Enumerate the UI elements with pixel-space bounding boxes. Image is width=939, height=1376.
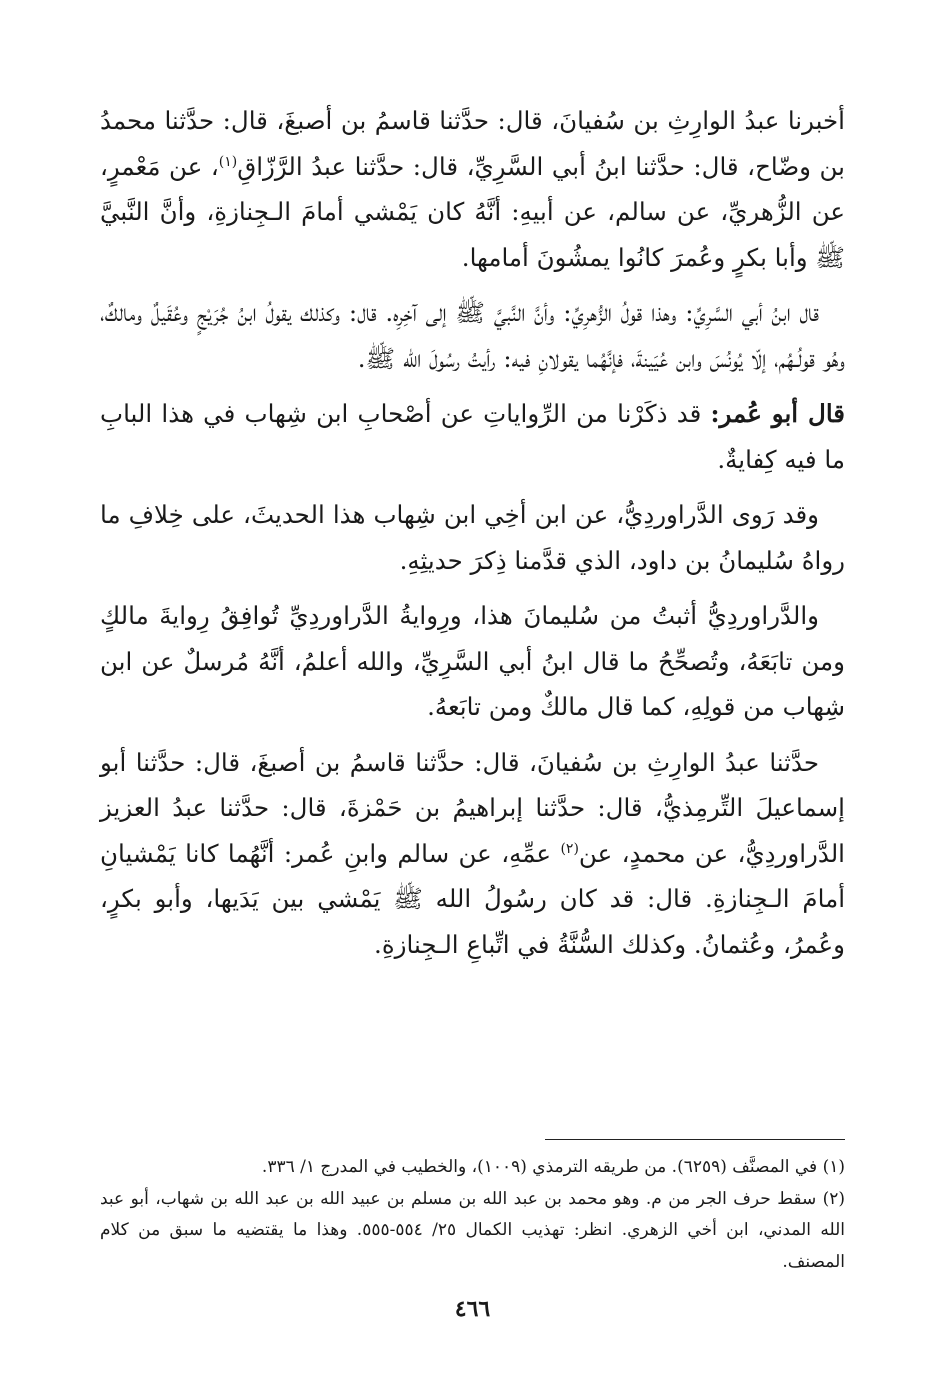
paragraph-1 <box>100 98 845 280</box>
footnotes <box>100 1152 845 1278</box>
paragraph-5-text: والدَّراوردِيُّ أثبتُ من سُليمانَ هذا، ورِوايةُ الدَّراوردِيِّ تُوافِقُ رِوايةَ مالكٍ ومن تابَعَهُ، وتُصحِّحُ ما قال ابنُ أبي السَّرِيِّ، والله أعلمُ، أنَّهُ مُرسلٌ عن ابن شِهاب من قولِهِ، كما قال مالكٌ ومن تابَعهُ. <box>100 601 845 721</box>
page-number: ٤٦٦ <box>454 1296 491 1322</box>
paragraph-4 <box>100 492 845 583</box>
paragraph-6-text-b: عمِّهِ، عن سالم وابنِ عُمر: أنَّهُما كانا يَمْشيانِ أمامَ الـجِنازةِ. قال: قد كان رسُولُ الله ﷺ يَمْشي بين يَدَيها، وأبو بكرٍ، وعُمرُ، وعُثمانُ. وكذلك السُّنَّةُ في اتِّباعِ الـجِنازةِ. <box>100 838 845 959</box>
main-text <box>100 98 845 967</box>
paragraph-1-text-a: أخبرنا عبدُ الوارِثِ بن سُفيانَ، قال: حدَّثنا قاسمُ بن أصبغَ، قال: حدَّثنا محمدُ بن وضّاح، قال: حدَّثنا ابنُ أبي السَّرِيِّ، قال: حدَّثنا عبدُ الرَّزّاقِ <box>100 106 845 181</box>
footnote-ref-2: (٢) <box>560 840 579 857</box>
footnote-ref-1: (١) <box>218 153 238 170</box>
footnote-separator <box>545 1139 845 1140</box>
paragraph-3-text: قد ذكَرْنا من الرِّواياتِ عن أصْحابِ ابن شِهاب في هذا البابِ ما فيه كِفايةٌ. <box>100 399 845 474</box>
paragraph-4-text: وقد رَوى الدَّراوردِيُّ، عن ابن أخِي ابن شِهاب هذا الحديثَ، على خِلافِ ما رواهُ سُليمانُ بن داود، الذي قدَّمنا ذِكرَ حديثِهِ. <box>100 500 845 575</box>
paragraph-2 <box>100 290 845 381</box>
paragraph-5 <box>100 593 845 730</box>
footnote-1: (١) في المصنَّف (٦٢٥٩). من طريقه الترمذي (١٠٠٩)، والخطيب في المدرج ١/ ٣٣٦. <box>261 1157 845 1177</box>
book-page <box>100 98 845 1328</box>
paragraph-3 <box>100 391 845 482</box>
paragraph-2-text: قال ابنُ أبي السَّرِيِّ: وهذا قولُ الزُّهرِيِّ: وأنَّ النَّبيَّ ﷺ إلى آخِرِه. قال: وكذلك يقولُ ابنُ جُرَيْجٍ وعُقَيلٌ ومالكٌ، وهُو قولُـهُم، إلّا يُونُسَ وابن عُيَينةَ، فإنَّهُما يقولانِ فيه: رأيتُ رسُولَ الله ﷺ. <box>100 298 845 373</box>
paragraph-6 <box>100 740 845 968</box>
paragraph-1-text-b: ، عن مَعْمرٍ، عن الزُّهريِّ، عن سالم، عن أبيهِ: أنَّهُ كان يَمْشي أمامَ الـجِنازةِ، وأنَّ النَّبيَّ ﷺ وأبا بكرٍ وعُمرَ كانُوا يمشُونَ أمامها. <box>100 151 845 272</box>
paragraph-6-text-a: حدَّثنا عبدُ الوارِثِ بن سُفيانَ، قال: حدَّثنا قاسمُ بن أصبغَ، قال: حدَّثنا أبو إسماعيلَ التِّرمِذيُّ، قال: حدَّثنا إبراهيمُ بن حَمْزةَ، قال: حدَّثنا عبدُ العزيز الدَّراوردِيُّ، عن محمدٍ، عن <box>100 747 845 868</box>
paragraph-3-lead: قال أبو عُمر: <box>710 399 845 428</box>
footnote-2: (٢) سقط حرف الجر من م. وهو محمد بن عبد الله بن مسلم بن عبيد الله بن عبد الله بن شهاب، أبو عبد الله المدني، ابن أخي الزهري. انظر: تهذيب الكمال ٢٥/ ٥٥٤-٥٥٥. وهذا ما يقتضيه ما سبق من كلام المصنف. <box>100 1188 845 1272</box>
